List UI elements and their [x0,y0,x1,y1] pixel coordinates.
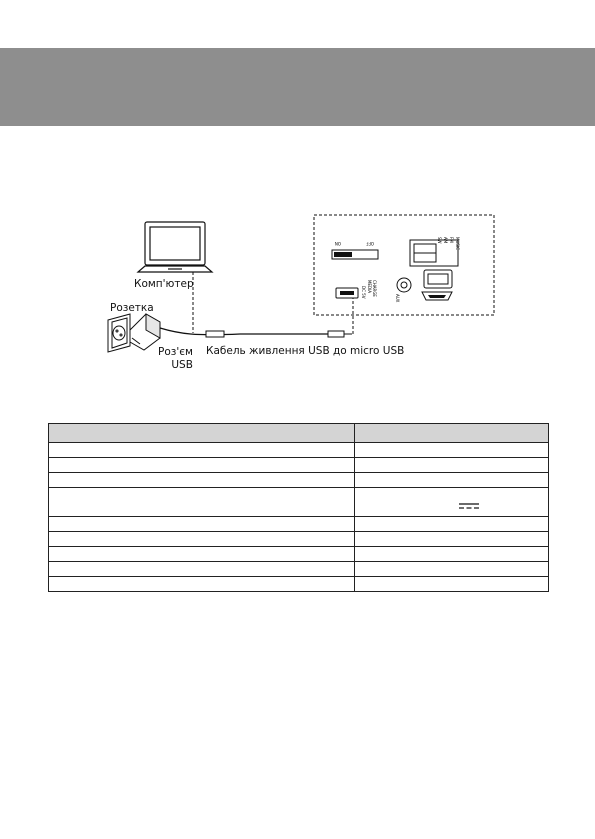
table-cell [49,473,355,488]
table-cell [355,547,549,562]
table-row [49,443,549,458]
table-row [49,488,549,517]
table-cell [49,488,355,517]
table-cell [355,443,549,458]
label-charge: CHARGE [372,280,377,297]
table-cell [355,473,549,488]
header-band [0,48,595,126]
label-on: ON [334,241,341,246]
wall-socket-icon [108,314,130,352]
label-off: OFF [366,241,374,246]
table-row [49,517,549,532]
label-aux: AUX [395,294,400,303]
connection-diagram [100,210,500,380]
label-computer: Комп'ютер [134,278,194,290]
label-fm: FM [449,237,454,243]
cable-plug-right [328,331,344,337]
table-cell [49,562,355,577]
table-cell [49,443,355,458]
label-am: AM [443,237,448,244]
table-row [49,458,549,473]
table-row [49,532,549,547]
label-dc5v: DC 5V [361,286,366,299]
table-cell [355,424,549,443]
label-sw: SW [437,237,442,244]
table-cell [49,577,355,592]
table-cell [355,532,549,547]
table-cell [49,547,355,562]
table-cell [355,562,549,577]
table-cell [49,424,355,443]
table-row [49,547,549,562]
table-cell [49,532,355,547]
label-usb-connector-line2: USB [171,358,193,371]
table-header-row [49,424,549,443]
table-cell [49,458,355,473]
dc-current-icon [459,502,479,510]
label-socket: Розетка [110,302,154,314]
device-panel [314,215,494,315]
table-cell [355,458,549,473]
spec-table [48,423,549,592]
power-switch-knob [334,252,352,257]
table-cell [355,488,549,517]
table-row [49,473,549,488]
usb-cable [160,328,340,335]
laptop-icon [138,222,212,272]
label-usb-connector [158,346,193,371]
usb-adapter-icon [130,314,160,350]
table-row [49,577,549,592]
cable-plug-left [206,331,224,337]
label-usb-connector-line1: Роз'єм [158,346,193,358]
table-cell [355,577,549,592]
table-cell [355,517,549,532]
table-row [49,562,549,577]
label-cable: Кабель живлення USB до micro USB [206,345,405,357]
table-cell [49,517,355,532]
label-media: MEDIA [367,280,372,293]
label-music: MUSIC [455,237,460,250]
